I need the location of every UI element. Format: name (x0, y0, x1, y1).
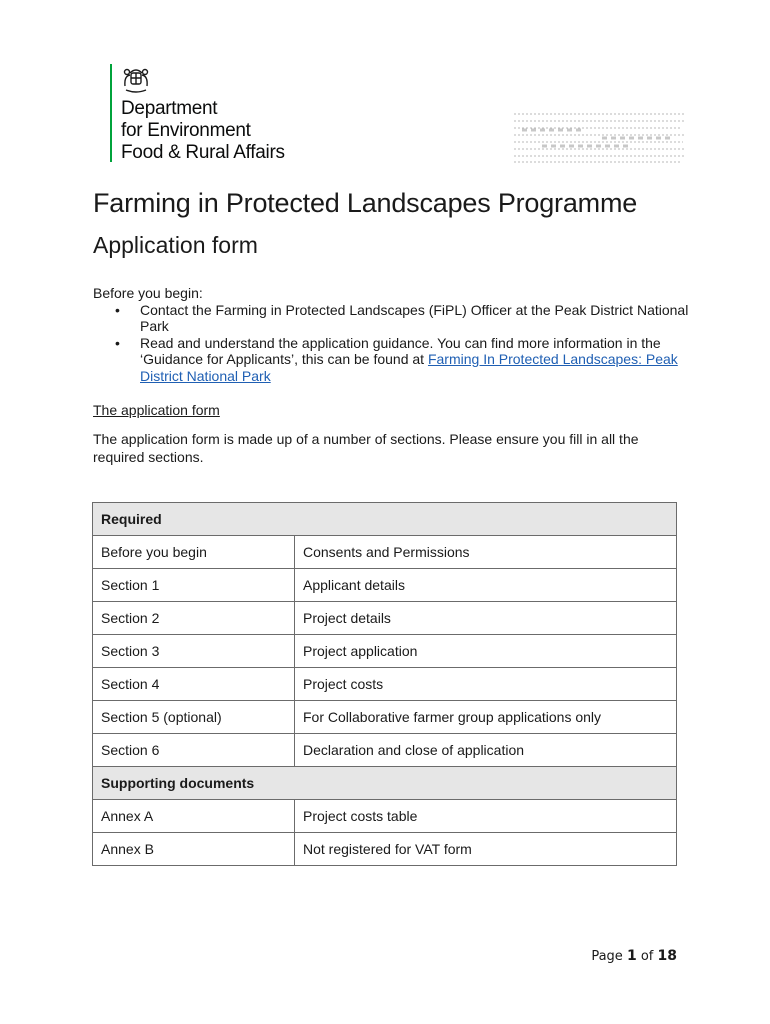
section-description-cell: Project details (295, 602, 677, 635)
table-row (93, 701, 677, 734)
section-name-cell: Section 6 (93, 734, 295, 767)
section-description-cell: Project application (295, 635, 677, 668)
department-line: Food & Rural Affairs (121, 142, 285, 163)
application-form-heading: The application form (93, 402, 220, 418)
royal-crest-icon (121, 64, 151, 94)
intro-bullet (93, 302, 693, 335)
table-row (93, 833, 677, 866)
intro-lead: Before you begin: (93, 285, 203, 301)
department-line: for Environment (121, 120, 251, 141)
table-row (93, 602, 677, 635)
section-description-cell: For Collaborative farmer group applications only (295, 701, 677, 734)
bullet-icon: • (115, 334, 120, 351)
bullet-icon: • (115, 301, 120, 318)
section-name-cell: Section 5 (optional) (93, 701, 295, 734)
of-word: of (640, 949, 654, 964)
section-name-cell: Annex B (93, 833, 295, 866)
section-description-cell: Project costs (295, 668, 677, 701)
section-name-cell: Section 2 (93, 602, 295, 635)
sections-table (92, 502, 677, 866)
intro-bullet (93, 335, 693, 385)
section-name-cell: Section 3 (93, 635, 295, 668)
application-form-paragraph: The application form is made up of a number of sections. Please ensure you fill in all the required sections. (93, 431, 639, 465)
table-row (93, 734, 677, 767)
section-description-cell: Project costs table (295, 800, 677, 833)
document-subtitle: Application form (93, 232, 258, 258)
table-row (93, 668, 677, 701)
table-group-row (93, 503, 677, 536)
section-name-cell: Before you begin (93, 536, 295, 569)
intro-block (93, 285, 693, 384)
section-description-cell: Applicant details (295, 569, 677, 602)
section-name-cell: Section 1 (93, 569, 295, 602)
faint-stamp-mark (512, 110, 688, 164)
department-name (121, 98, 361, 164)
table-row (93, 635, 677, 668)
group-label: Supporting documents (93, 767, 677, 800)
intro-bullet-list (93, 302, 693, 385)
current-page: 1 (626, 948, 637, 964)
table-row (93, 800, 677, 833)
intro-bullet-text: Read and understand the application guidance. You can find more information in the ‘Guidance for Applicants’, this can be found at (140, 334, 661, 367)
department-line: Department (121, 98, 218, 119)
section-name-cell: Annex A (93, 800, 295, 833)
table-group-row (93, 767, 677, 800)
total-pages: 18 (657, 948, 677, 964)
document-title: Farming in Protected Landscapes Programme (93, 188, 638, 218)
group-label: Required (93, 503, 677, 536)
section-name-cell: Section 4 (93, 668, 295, 701)
page-word: Page (591, 949, 623, 964)
table-row (93, 536, 677, 569)
section-description-cell: Consents and Permissions (295, 536, 677, 569)
page-number (591, 948, 677, 964)
guidance-link[interactable]: Farming In Protected Landscapes: Peak District National Park (140, 351, 678, 384)
section-description-cell: Not registered for VAT form (295, 833, 677, 866)
section-description-cell: Declaration and close of application (295, 734, 677, 767)
table-row (93, 569, 677, 602)
logo-green-rule (110, 64, 112, 162)
intro-bullet-text: Contact the Farming in Protected Landscapes (FiPL) Officer at the Peak District National Park (140, 301, 689, 334)
